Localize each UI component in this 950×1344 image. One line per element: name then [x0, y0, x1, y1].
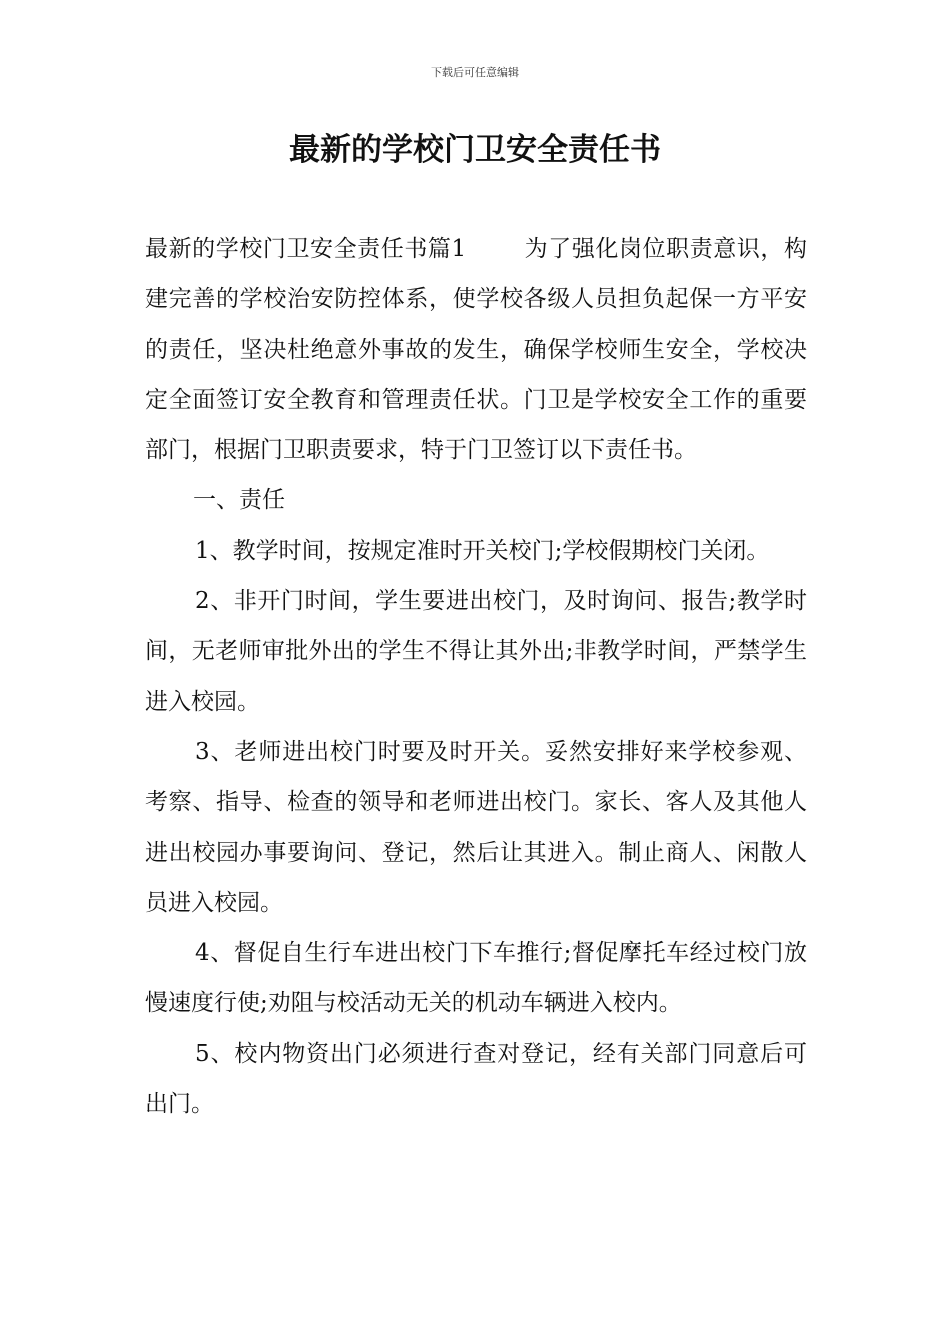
- document-title: 最新的学校门卫安全责任书: [289, 132, 661, 168]
- list-item-2: 2、非开门时间，学生要进出校门，及时询问、报告;教学时间，无老师审批外出的学生不得让其外出;非教学时间，严禁学生进入校园。: [145, 588, 807, 715]
- intro-paragraph: [145, 224, 807, 475]
- intro-title: 最新的学校门卫安全责任书篇1: [145, 236, 467, 262]
- page-header-note: 下载后可任意编辑: [431, 66, 519, 79]
- section-heading: 一、责任: [193, 487, 285, 514]
- list-item-5: 5、校内物资出门必须进行查对登记，经有关部门同意后可出门。: [145, 1040, 807, 1118]
- list-item-3: 3、老师进出校门时要及时开关。妥然安排好来学校参观、考察、指导、检查的领导和老师进出校门。家长、客人及其他人进出校园办事要询问、登记，然后让其进入。制止商人、闲散人员进入校园。: [145, 738, 807, 916]
- intro-text: 为了强化岗位职责意识，构建完善的学校治安防控体系，使学校各级人员担负起保一方平安的责任，坚决杜绝意外事故的发生，确保学校师生安全，学校决定全面签订安全教育和管理责任状。门卫是学校安全工作的重要部门，根据门卫职责要求，特于门卫签订以下责任书。: [145, 236, 808, 464]
- list-item-4: 4、督促自生行车进出校门下车推行;督促摩托车经过校门放慢速度行使;劝阻与校活动无关的机动车辆进入校内。: [145, 940, 807, 1017]
- list-item-1: 1、教学时间，按规定准时开关校门;学校假期校门关闭。: [195, 537, 770, 564]
- document-body: [145, 224, 807, 1129]
